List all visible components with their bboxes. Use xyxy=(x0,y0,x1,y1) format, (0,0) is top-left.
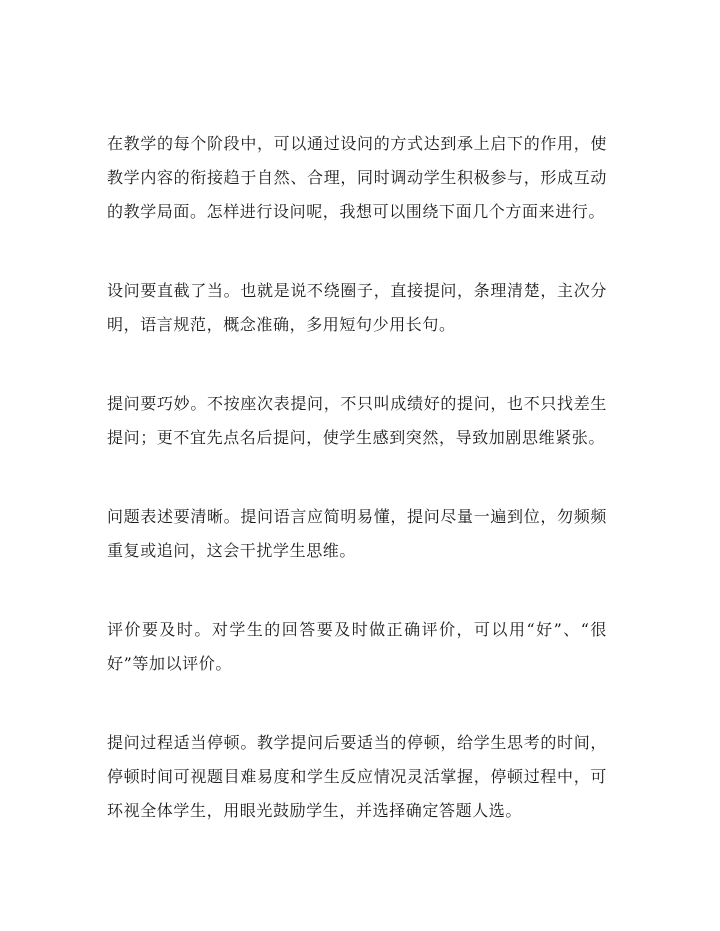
paragraph-direct-question: 设问要直截了当。也就是说不绕圈子，直接提问，条理清楚，主次分明，语言规范，概念准确，多用短句少用长句。 xyxy=(107,281,607,334)
paragraph-pause: 提问过程适当停顿。教学提问后要适当的停顿，给学生思考的时间，停顿时间可视题目难易度和学生反应情况灵活掌握，停顿过程中，可环视全体学生，用眼光鼓励学生，并选择确定答题人选。 xyxy=(107,733,607,820)
paragraph-clear-wording: 问题表述要清晰。提问语言应简明易懂，提问尽量一遍到位，勿频频重复或追问，这会干扰学生思维。 xyxy=(107,507,607,560)
paragraph-clever-question: 提问要巧妙。不按座次表提问，不只叫成绩好的提问，也不只找差生提问；更不宜先点名后提问，使学生感到突然，导致加剧思维紧张。 xyxy=(107,394,607,447)
paragraph-intro: 在教学的每个阶段中，可以通过设问的方式达到承上启下的作用，使教学内容的衔接趋于自然、合理，同时调动学生积极参与，形成互动的教学局面。怎样进行设问呢，我想可以围绕下面几个方面来进行。 xyxy=(107,134,607,221)
document-body xyxy=(107,127,607,828)
paragraph-timely-evaluation: 评价要及时。对学生的回答要及时做正确评价，可以用“好”、“很好”等加以评价。 xyxy=(107,620,607,673)
